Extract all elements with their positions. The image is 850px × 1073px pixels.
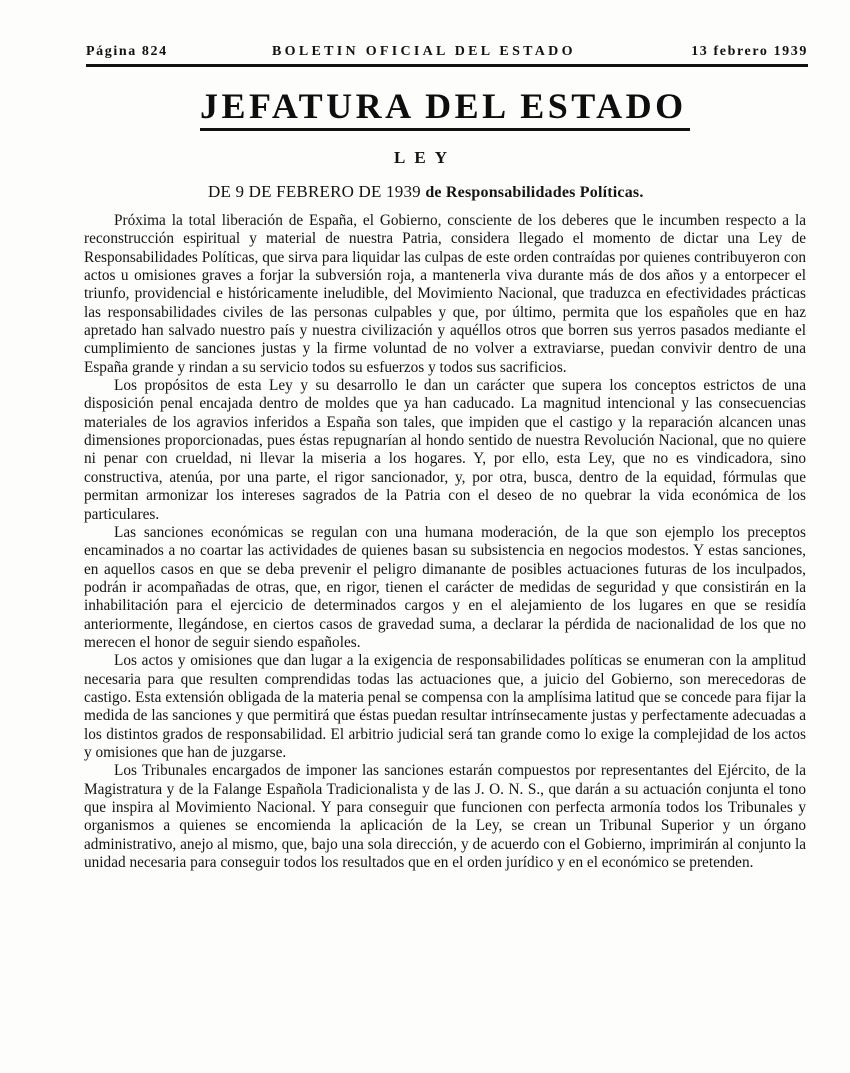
page-number: Página 824 bbox=[86, 44, 168, 59]
body-text bbox=[84, 212, 806, 872]
law-date: DE 9 DE FEBRERO DE 1939 bbox=[208, 182, 421, 201]
paragraph: Las sanciones económicas se regulan con una humana moderación, de la que son ejemplo los preceptos encaminados a no coartar las actividades de quienes basan su subsistencia en negocios modestos. Y estas sanciones, en aquellos casos en que se deba prevenir el peligro dimanante de posibles actuaciones futuras de los inculpados, podrán ir acompañadas de otras, que, en rigor, tienen el carácter de medidas de seguridad y que consistirán en la inhabilitación para el ejercicio de determinados cargos y en el alejamiento de los lugares en que se residía anteriormente, llegándose, en ciertos casos de gravedad suma, a declarar la pérdida de nacionalidad de los que no merecen el honor de seguir siendo españoles. bbox=[84, 523, 806, 651]
law-dateline bbox=[208, 182, 644, 202]
paragraph: Los Tribunales encargados de imponer las sanciones estarán compuestos por representantes del Ejército, de la Magistratura y de la Falange Española Tradicionalista y de las J. O. N. S., que darán a su actuación conjunta el tono que inspira al Movimiento Nacional. Y para conseguir que funcionen con perfecta armonía todos los Tribunales y organismos a quienes se encomienda la aplicación de la Ley, se crean un Tribunal Superior y un órgano administrativo, anejo al mismo, que, bajo una sola dirección, y de acuerdo con el Gobierno, imprimirán al conjunto la unidad necesaria para conseguir todos los resultados que en el orden jurídico y en el económico se pretenden. bbox=[84, 762, 806, 872]
law-subject: de Responsabilidades Políticas. bbox=[425, 184, 644, 201]
section-heading: LEY bbox=[394, 148, 456, 167]
issue-date: 13 febrero 1939 bbox=[691, 44, 808, 59]
page-title: JEFATURA DEL ESTADO bbox=[200, 86, 687, 126]
paragraph: Los propósitos de esta Ley y su desarrollo le dan un carácter que supera los conceptos estrictos de una disposición penal encajada dentro de moldes que ya han caducado. La magnitud intencional y las consecuencias materiales de los agravios inferidos a España son tales, que impiden que el castigo y la reparación alcancen unas dimensiones proporcionadas, pues éstas repugnarían al hondo sentido de nuestra Revolución Nacional, que no quiere ni penar con crueldad, ni llevar la miseria a los hogares. Y, por ello, esta Ley, que no es vindicadora, sino constructiva, atenúa, por una parte, el rigor sancionador, y, por otra, busca, dentro de la equidad, fórmulas que permitan armonizar los intereses sagrados de la Patria con el deseo de no quebrar la vida económica de los particulares. bbox=[84, 377, 806, 523]
publication-name: BOLETIN OFICIAL DEL ESTADO bbox=[272, 44, 576, 59]
paragraph: Los actos y omisiones que dan lugar a la exigencia de responsabilidades políticas se enumeran con la amplitud necesaria para que resulten comprendidas todas las actuaciones que, a juicio del Gobierno, son merecedoras de castigo. Esta extensión obligada de la materia penal se compensa con la amplísima latitud que se concede para fijar la medida de las sanciones y que permitirá que éstas puedan resultar intrínsecamente justas y perfectamente adecuadas a los distintos grados de responsabilidad. El arbitrio judicial será tan grande como lo exige la complejidad de los actos y omisiones que han de juzgarse. bbox=[84, 652, 806, 761]
paragraph: Próxima la total liberación de España, el Gobierno, consciente de los deberes que le incumben respecto a la reconstrucción espiritual y material de nuestra Patria, considera llegado el momento de dictar una Ley de Responsabilidades Políticas, que sirva para liquidar las culpas de este orden contraídas por quienes contribuyeron con actos u omisiones graves a forjar la subversión roja, a mantenerla viva durante más de dos años y a entorpecer el triunfo, providencial e históricamente ineludible, del Movimiento Nacional, que traduzca en efectividades prácticas las responsabilidades civiles de las personas culpables y que, por último, permita que los españoles que en haz apretado han salvado nuestro país y nuestra civilización y aquéllos otros que borren sus yerros pasados mediante el cumplimiento de sanciones justas y la firme voluntad de no volver a extraviarse, puedan convivir dentro de una España grande y rindan a su servicio todos su esfuerzos y todos sus sacrificios. bbox=[84, 212, 806, 376]
header-rule bbox=[86, 64, 808, 67]
title-rule bbox=[200, 128, 690, 131]
